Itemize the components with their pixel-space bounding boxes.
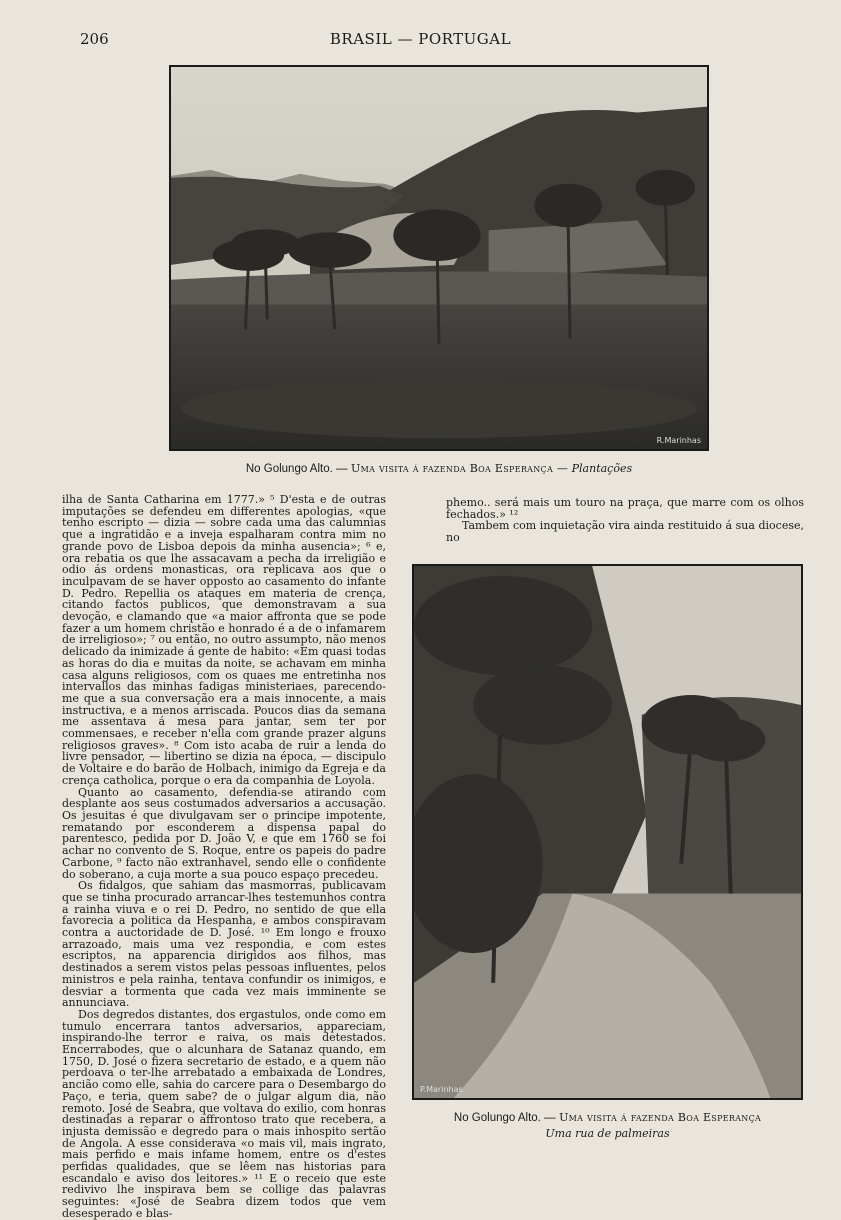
photo-plantations (169, 65, 709, 451)
photographer-signature: P.Marinhas (420, 1085, 463, 1094)
page-number: 206 (80, 30, 109, 48)
caption-plantations (169, 461, 709, 477)
paragraph: Os fidalgos, que sahiam das masmorras, publicavam que se tinha procurado arrancar-lhes testemunhos contra a rainha viuva e o rei D. Pedro, no sentido de que ella favorecia a politica da Hespanha, e ambos conspiravam contra a auctoridade de D. José. ¹⁰ Em longo e frouxo arrazoado, mais uma vez respondia, e com estes escriptos, na apparencia dirigidos aos filhos, mas destinados a serem vistos pelas pessoas influentes, pelos ministros e pela rainha, tentava confundir os inimigos, e desviar a tormenta que cada vez mais imminente se annunciava. (62, 879, 386, 1010)
article-column-right (446, 497, 804, 544)
article-column-left (62, 494, 386, 1220)
caption-subtitle: Uma rua de palmeiras (545, 1127, 670, 1140)
paragraph: phemo.. será mais um touro na praça, que marre com os olhos fechados.» ¹² (446, 496, 804, 521)
caption-title: Uma visita á fazenda Boa Esperança (559, 1111, 762, 1124)
paragraph: ilha de Santa Catharina em 1777.» ⁵ D'esta e de outras imputações se defendeu em differentes apologias, «que tenho escripto — dizia — sobre cada uma das calumnias que a ingratidão e a inveja espalharam contra mim no grande povo de Lisboa depois da minha ausencia»; ⁶ e, ora rebatia os que lhe assacavam a pecha da irreligião e odio ás ordens monasticas, ora replicava aos que o inculpavam de se haver opposto ao casamento do infante D. Pedro. Repellia os ataques em materia de crença, citando factos publicos, que demonstravam a sua devoção, e clamando que «a maior affronta que se pode fazer a um homem christão e honrado é a de o infamarem de irreligioso»; ⁷ ou então, no outro assumpto, não menos delicado da inimizade á gente de habito: «Em quasi todas as horas do dia e muitas da noite, se achavam em minha casa alguns religiosos, com os quaes me entretinha nos intervallos das minhas fadigas ministeriaes, parecendo-me que a sua conversação era a mais innocente, a mais instructiva, e a menos arriscada. Poucos dias da semana me assentava á mesa para jantar, sem ter por commensaes, e receber n'ella com grande prazer alguns religiosos graves». ⁸ Com isto acaba de ruir a lenda do livre pensador, — libertino se dizia na época, — discipulo de Voltaire e do barão de Holbach, inimigo da Egreja e da crença catholica, porque o era da companhia de Loyola. (62, 493, 386, 787)
running-title: BRASIL — PORTUGAL (329, 30, 512, 48)
photographer-signature: R.Marinhas (656, 436, 701, 445)
photo-palm-road (412, 564, 803, 1100)
paragraph: Tambem com inquietação vira ainda restituido á sua diocese, no (446, 519, 804, 545)
paragraph: Dos degredos distantes, dos ergastulos, onde como em tumulo encerrara tantos adversarios, appareciam, inspirando-lhe terror e raiva, os mais detestados. Encerrabodes, que o alcunhara de Satanaz quando, em 1750, D. José o fizera secretario de estado, e a quem não perdoava o ter-lhe arrebatado a embaixada de Londres, ancião como elle, sahia do carcere para o Desembargo do Paço, e teria, quem sabe? de o julgar algum dia, não remoto. José de Seabra, que voltava do exilio, com honras destinadas a reparar o affrontoso trato que recebera, a injusta demissão e degredo para o mais inhospito sertão de Angola. A esse considerava «o mais vil, mais ingrato, mais perfido e mais infame homem, entre os d'estes perfidas qualidades, que se lêem nas historias para escandalo e aviso dos leitores.» ¹¹ E o receio que este redivivo lhe inspirava bem se colligе das palavras seguintes: «José de Seabra dizem todos que vem desesperado e blas- (62, 1007, 386, 1220)
plantation-photo-illustration (171, 67, 707, 449)
caption-title: Uma visita á fazenda Boa Esperança — (351, 462, 569, 475)
paragraph: Quanto ao casamento, defendia-se atirando com desplante aos seus costumados adversarios a accusação. Os jesuitas é que divulgavam ser o principe impotente, rematando por esconderem a dispensa papal do parentesco, pedida por D. João V, e que em 1760 se foi achar no convento de S. Roque, entre os papeis do padre Carbone, ⁹ facto não extranhavel, sendo elle o confidente do soberano, a cuja morte a sua pouco espaço precedeu. (62, 785, 386, 881)
caption-location: No Golungo Alto. — (245, 463, 348, 475)
caption-palm-road (412, 1110, 803, 1141)
caption-location: No Golungo Alto. — (453, 1112, 556, 1124)
palm-road-photo-illustration (414, 566, 801, 1098)
caption-subtitle: Plantações (571, 462, 633, 475)
